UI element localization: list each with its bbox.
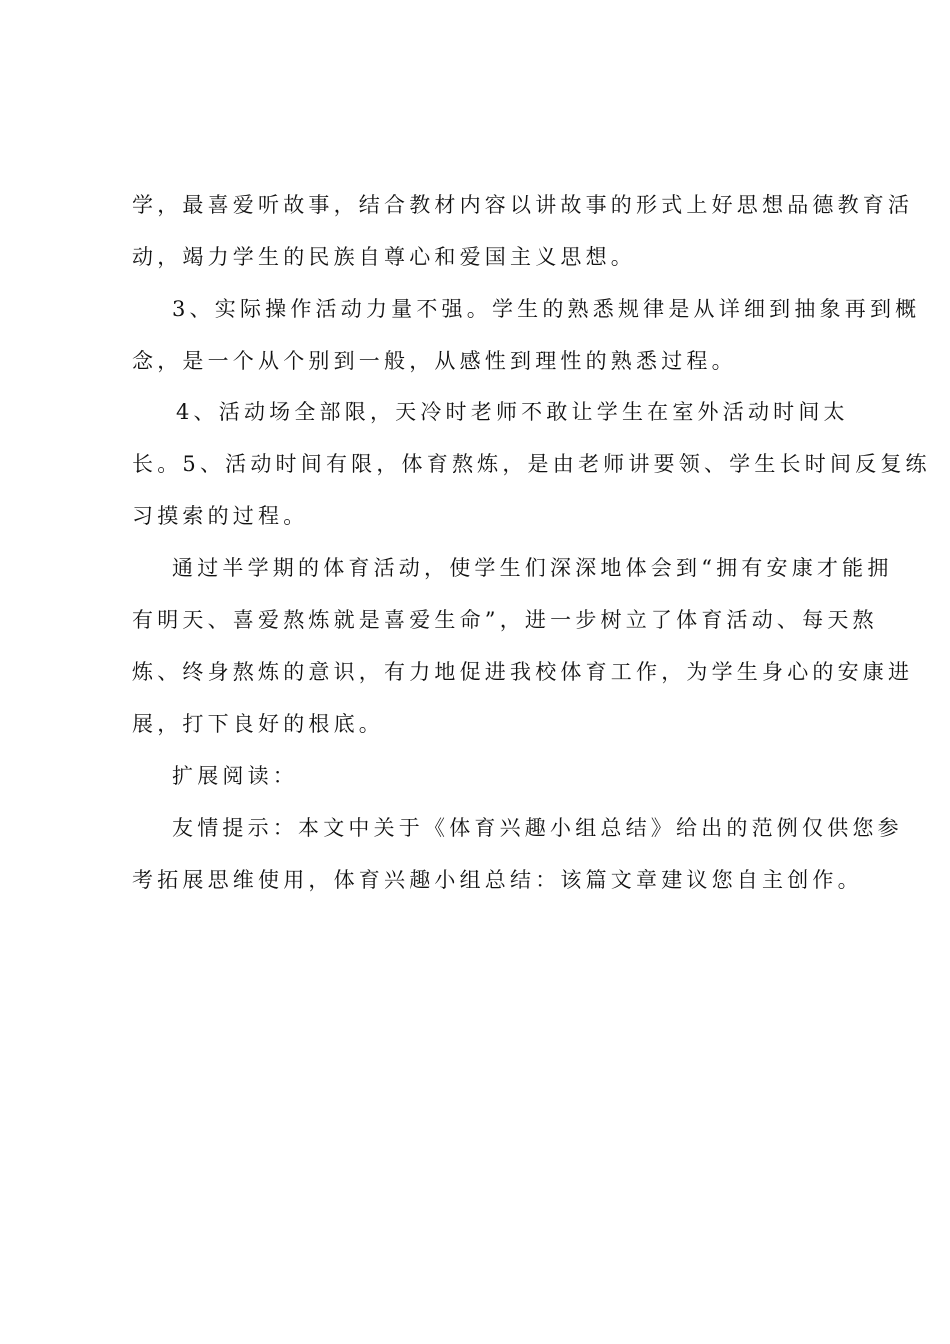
text-line: 习摸索的过程。 [132,504,309,528]
text-line: 有明天、喜爱熬炼就是喜爱生命”，进一步树立了体育活动、每天熬 [132,608,878,632]
text-line: 动，竭力学生的民族自尊心和爱国主义思想。 [132,245,636,269]
text-line: 学，最喜爱听故事，结合教材内容以讲故事的形式上好思想品德教育活 [132,193,914,217]
text-line: 考拓展思维使用，体育兴趣小组总结：该篇文章建议您自主创作。 [132,868,863,892]
text-line: 念，是一个从个别到一般，从感性到理性的熟悉过程。 [132,349,737,373]
text-line: 展，打下良好的根底。 [132,712,384,736]
text-line: 友情提示：本文中关于《体育兴趣小组总结》给出的范例仅供您参 [172,816,903,840]
text-line: 长。5、活动时间有限，体育熬炼，是由老师讲要领、学生长时间反复练 [132,452,931,476]
text-line: 炼、终身熬炼的意识，有力地促进我校体育工作，为学生身心的安康进 [132,660,914,684]
text-line: 3、实际操作活动力量不强。学生的熟悉规律是从详细到抽象再到概 [172,297,921,321]
text-line: 通过半学期的体育活动，使学生们深深地体会到“拥有安康才能拥 [172,556,893,580]
section-heading: 扩展阅读： [172,764,298,788]
text-line: 4、活动场全部限，天冷时老师不敢让学生在室外活动时间太 [176,400,849,424]
